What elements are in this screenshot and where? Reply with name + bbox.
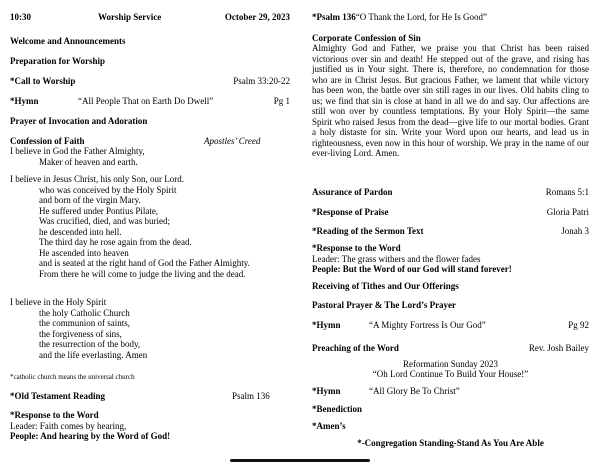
creed-line: and is seated at the right hand of God the Father Almighty. (39, 258, 250, 268)
sermon-text-label: *Reading of the Sermon Text (312, 226, 424, 236)
bulletin-header (10, 12, 290, 23)
corporate-confession-heading: Corporate Confession of Sin (312, 33, 421, 43)
hymn-2-ref: Pg 92 (568, 320, 589, 330)
hymn-2 (312, 320, 589, 331)
service-title: Worship Service (98, 12, 162, 22)
creed-line: who was conceived by the Holy Spirit (39, 184, 177, 195)
creed-line: he descended into hell. (39, 226, 122, 237)
creed-paragraph-1 (10, 146, 145, 167)
amens: *Amen’s (312, 421, 346, 431)
creed-line: Was crucified, died, and was buried; (39, 216, 170, 226)
assurance-ref: Romans 5:1 (545, 187, 589, 197)
right-page (312, 0, 589, 464)
creed-line: the holy Catholic Church (39, 307, 130, 318)
hymn-1-ref: Pg 1 (273, 96, 290, 106)
creed-paragraph-3 (10, 297, 147, 360)
response-to-word-1 (10, 410, 170, 442)
preaching-of-word (312, 343, 589, 354)
creed-line: The third day he rose again from the dead. (39, 237, 192, 247)
call-to-worship-ref: Psalm 33:20-22 (233, 76, 290, 86)
creed-footnote: *catholic church means the universal church (10, 373, 135, 381)
creed-line: I believe in God the Father Almighty, (10, 146, 145, 156)
response-people: People: But the Word of our God will stand forever! (312, 264, 512, 274)
creed-line: and the life everlasting. Amen (39, 349, 148, 360)
hymn-3-title: “All Glory Be To Christ” (369, 386, 460, 396)
response-people: People: And hearing by the Word of God! (10, 431, 171, 441)
call-to-worship (10, 76, 290, 87)
benediction: *Benediction (312, 404, 363, 414)
praise-ref: Gloria Patri (546, 207, 589, 217)
hymn-2-title: “A Mighty Fortress Is Our God” (369, 320, 486, 330)
psalm-title: “O Thank the Lord, for He Is Good” (355, 12, 488, 22)
creed-line: and born of the virgin Mary. (39, 195, 141, 205)
welcome-heading: Welcome and Announcements (10, 36, 126, 46)
sermon-title: “Oh Lord Continue To Build Your House!” (372, 369, 529, 379)
confession-ref: Apostles’ Creed (204, 136, 261, 146)
creed-paragraph-2 (10, 174, 250, 279)
creed-line: He ascended into heaven (39, 247, 129, 258)
creed-line: the resurrection of the body, (39, 339, 141, 349)
pastoral-prayer-heading: Pastoral Prayer & The Lord’s Prayer (312, 300, 457, 310)
response-of-praise (312, 207, 589, 218)
creed-line: the forgiveness of sins, (39, 328, 122, 339)
confession-of-faith (10, 136, 290, 147)
sermon-text-ref: Jonah 3 (561, 226, 589, 236)
left-page (10, 0, 290, 464)
hymn-2-label: *Hymn (312, 320, 341, 330)
hymn-3 (312, 386, 589, 397)
assurance-of-pardon (312, 187, 589, 198)
confession-label: Confession of Faith (10, 136, 85, 146)
service-date: October 29, 2023 (224, 12, 290, 22)
call-to-worship-label: *Call to Worship (10, 76, 76, 86)
hymn-3-label: *Hymn (312, 386, 341, 396)
corporate-confession-text: Almighty God and Father, we praise you that Christ has been raised victorious over sin and death! He stepped out of the grave, and rising has justified us in Your sight. There is, therefore, no condemnation for those who are in Christ Jesus. But gracious Father, we lament that while victory has been won, the battle over sin still rages in our lives. Old habits cling to us; we find that sin is close at hand in all we do and say. Our affections are still won over by countless temptations. By your Holy Spirit—the same Spirit who raised Jesus from the dead—give life to our mortal bodies. Grant a holy distaste for sin. Write your Word upon our hearts, and lead us in righteousness, even now in this hour of worship. We pray in the name of our ever-living Lord. Amen. (312, 43, 589, 158)
assurance-label: Assurance of Pardon (312, 187, 393, 197)
hymn-1-label: *Hymn (10, 96, 39, 106)
home-indicator[interactable] (230, 459, 370, 462)
ot-reading-ref: Psalm 136 (232, 391, 270, 401)
creed-line: He suffered under Pontius Pilate, (39, 205, 159, 216)
preparation-heading: Preparation for Worship (10, 56, 106, 66)
psalm-label: *Psalm 136 (312, 12, 356, 22)
response-to-word-2 (312, 243, 512, 275)
standing-note: *-Congregation Standing-Stand As You Are Able (357, 438, 544, 448)
creed-line: From there he will come to judge the living and the dead. (39, 268, 246, 279)
praise-label: *Response of Praise (312, 207, 389, 217)
old-testament-reading (10, 391, 290, 402)
preaching-label: Preaching of the Word (312, 343, 399, 353)
response-leader: Leader: The grass withers and the flower fades (312, 253, 481, 264)
creed-line: the communion of saints, (39, 318, 130, 328)
creed-line: I believe in Jesus Christ, his only Son, our Lord. (10, 174, 184, 184)
creed-line: Maker of heaven and earth. (39, 156, 138, 167)
hymn-1 (10, 96, 290, 107)
service-time: 10:30 (10, 12, 31, 22)
reformation-sunday: Reformation Sunday 2023 (403, 359, 498, 369)
response-leader: Leader: Faith comes by hearing, (10, 420, 127, 431)
response-label: *Response to the Word (10, 410, 99, 420)
psalm-136 (312, 12, 589, 23)
response-label: *Response to the Word (312, 243, 401, 253)
creed-line: I believe in the Holy Spirit (10, 297, 107, 307)
hymn-1-title: “All People That on Earth Do Dwell” (78, 96, 214, 106)
preacher-name: Rev. Josh Bailey (528, 343, 589, 353)
tithes-heading: Receiving of Tithes and Our Offerings (312, 281, 459, 291)
prayer-heading: Prayer of Invocation and Adoration (10, 116, 148, 126)
ot-reading-label: *Old Testament Reading (10, 391, 106, 401)
sermon-text-reading (312, 226, 589, 237)
